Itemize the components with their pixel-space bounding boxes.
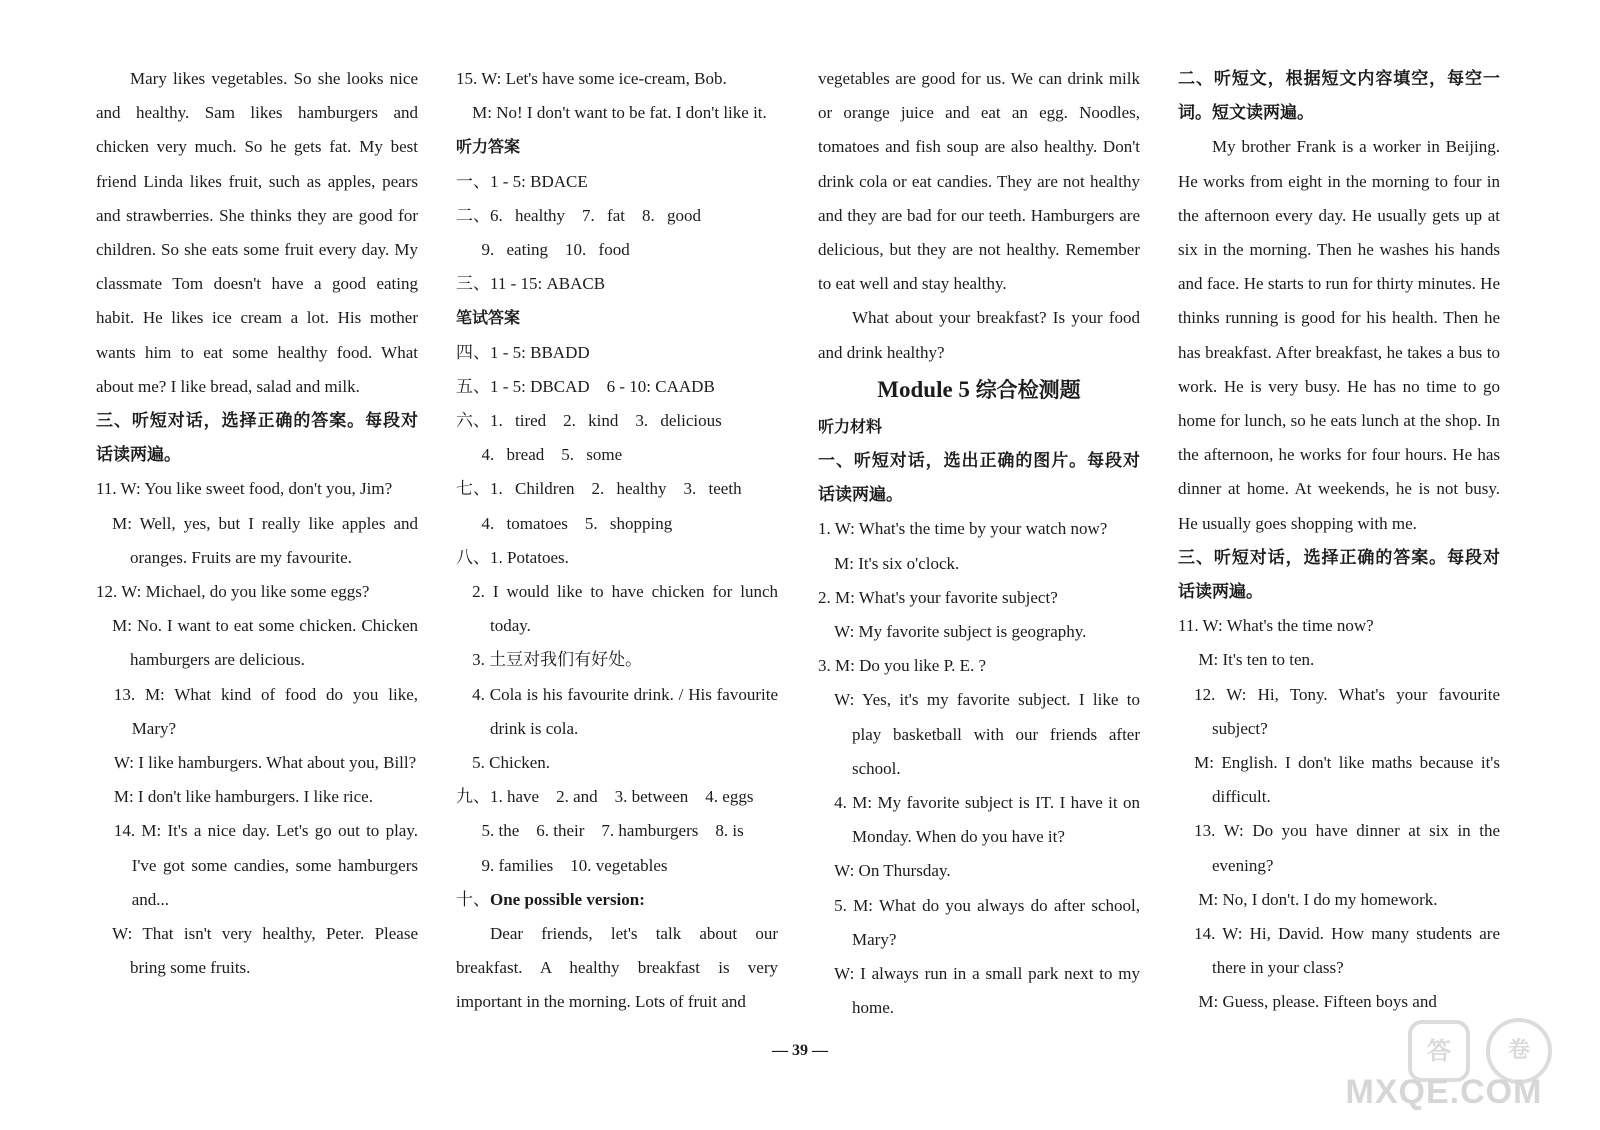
answer-line: 2. I would like to have chicken for lunch today.	[472, 582, 778, 636]
answer-line: 四、1 - 5: BBADD	[456, 342, 590, 362]
dialogue-line: M: No, I don't. I do my homework.	[1198, 889, 1438, 909]
dialogue-line: 11. W: What's the time now?	[1178, 616, 1374, 636]
answer-line: 4. Cola is his favourite drink. / His favourite drink is cola.	[472, 684, 778, 738]
dialogue-line: M: It's six o'clock.	[834, 553, 960, 573]
answer-line: 六、1. tired 2. kind 3. delicious	[456, 411, 722, 431]
dialogue-line: 15. W: Let's have some ice-cream, Bob.	[456, 69, 727, 88]
dialogue-line: M: I don't like hamburgers. I like rice.	[113, 787, 373, 807]
answer-line: 九、1. have 2. and 3. between 4. eggs	[456, 787, 754, 807]
column-1	[96, 62, 418, 985]
dialogue-line: W: Yes, it's my favorite subject. I like to play basketball with our friends after school.	[834, 690, 1140, 778]
column-4	[1178, 62, 1500, 1020]
answer-line: 3. 土豆对我们有好处。	[472, 650, 643, 670]
answer-line: 八、1. Potatoes.	[456, 547, 569, 567]
dialogue-line: M: Guess, please. Fifteen boys and	[1198, 992, 1437, 1012]
essay-paragraph: What about your breakfast? Is your food and drink healthy?	[818, 308, 1140, 362]
dialogue-line: 2. M: What's your favorite subject?	[818, 587, 1058, 607]
watermark-seal-icon: 卷	[1486, 1018, 1552, 1084]
dialogue-line: W: That isn't very healthy, Peter. Please bring some fruits.	[112, 924, 418, 978]
dialogue-line: 5. M: What do you always do after school, Mary?	[834, 895, 1140, 949]
dialogue-line: M: It's ten to ten.	[1198, 650, 1315, 670]
section-heading: 三、听短对话，选择正确的答案。每段对话读两遍。	[1178, 547, 1500, 603]
answer-line	[456, 883, 778, 917]
answer-line: 二、6. healthy 7. fat 8. good	[456, 205, 701, 225]
dialogue-line: 12. W: Hi, Tony. What's your favourite subject?	[1194, 684, 1500, 738]
module-title-cn: 综合检测题	[975, 377, 1081, 402]
dialogue-line: W: I always run in a small park next to my home.	[834, 964, 1140, 1018]
answer-line: 4. bread 5. some	[481, 445, 623, 465]
watermark-logo	[1318, 1016, 1570, 1112]
answers-heading: 笔试答案	[456, 308, 521, 328]
watermark-text: MXQE.COM	[1345, 1073, 1543, 1111]
section-heading: 一、听短对话，选出正确的图片。每段对话读两遍。	[818, 451, 1140, 506]
essay-paragraph: Dear friends, let's talk about our breakfast. A healthy breakfast is very important in the morning. Lots of fruit and	[456, 924, 778, 1012]
dialogue-line: W: I like hamburgers. What about you, Bill?	[113, 753, 417, 773]
dialogue-line: W: On Thursday.	[834, 861, 951, 881]
dialogue-line: W: My favorite subject is geography.	[834, 622, 1087, 642]
section-heading: 三、听短对话，选择正确的答案。每段对话读两遍。	[96, 411, 418, 466]
module-title	[818, 370, 1140, 410]
material-heading: 听力材料	[818, 416, 883, 436]
answer-line: 9. eating 10. food	[481, 240, 630, 260]
dialogue-line: 1. W: What's the time by your watch now?	[818, 519, 1108, 539]
answer-prefix: 十、	[456, 889, 490, 909]
page-number: — 39 —	[772, 1042, 828, 1059]
module-title-en: Module 5	[877, 376, 970, 402]
dialogue-line: 11. W: You like sweet food, don't you, Jim?	[96, 479, 393, 499]
answer-line: 三、11 - 15: ABACB	[456, 274, 606, 294]
essay-title: One possible version:	[490, 889, 645, 909]
answer-line: 5. the 6. their 7. hamburgers 8. is	[481, 821, 744, 841]
passage-paragraph: Mary likes vegetables. So she looks nice and healthy. Sam likes hamburgers and chicken very much. So he gets fat. My best friend Linda likes fruit, such as apples, pears and strawberries. She thinks they are good for children. So she eats some fruit every day. My classmate Tom doesn't have a good eating habit. He likes ice cream a lot. His mother wants him to eat some healthy food. What about me? I like bread, salad and milk.	[96, 69, 418, 396]
dialogue-line: M: No! I don't want to be fat. I don't like it.	[472, 103, 767, 123]
answer-line: 七、1. Children 2. healthy 3. teeth	[456, 479, 742, 499]
watermark-seal-icon: 答	[1408, 1020, 1470, 1082]
answers-heading: 听力答案	[456, 137, 521, 157]
dialogue-line: M: Well, yes, but I really like apples and oranges. Fruits are my favourite.	[112, 513, 418, 567]
column-2	[456, 62, 778, 1020]
answer-line: 5. Chicken.	[472, 753, 551, 773]
essay-paragraph: vegetables are good for us. We can drink milk or orange juice and eat an egg. Noodles, tomatoes and fish soup are also healthy. Don't drink cola or eat candies. They are not healthy and they are bad for our teeth. Hamburgers are delicious, but they are not healthy. Remember to eat well and stay healthy.	[818, 69, 1140, 294]
dialogue-line: 12. W: Michael, do you like some eggs?	[96, 582, 370, 602]
answer-line: 五、1 - 5: DBCAD 6 - 10: CAADB	[456, 376, 715, 396]
dialogue-line: 13. W: Do you have dinner at six in the evening?	[1194, 821, 1500, 875]
answer-line: 一、1 - 5: BDACE	[456, 171, 588, 191]
dialogue-line: 14. W: Hi, David. How many students are there in your class?	[1194, 924, 1500, 978]
dialogue-line: 3. M: Do you like P. E. ?	[818, 656, 987, 676]
column-3	[818, 62, 1140, 1025]
dialogue-line: 14. M: It's a nice day. Let's go out to play. I've got some candies, some hamburgers and...	[113, 821, 418, 909]
section-heading: 二、听短文，根据短文内容填空，每空一词。短文读两遍。	[1178, 69, 1500, 124]
dialogue-line: M: English. I don't like maths because it's difficult.	[1194, 753, 1500, 807]
dialogue-line: M: No. I want to eat some chicken. Chicken hamburgers are delicious.	[112, 616, 418, 670]
dialogue-line: 4. M: My favorite subject is IT. I have it on Monday. When do you have it?	[834, 793, 1140, 847]
dialogue-line: 13. M: What kind of food do you like, Mary?	[113, 684, 418, 738]
answer-line: 4. tomatoes 5. shopping	[481, 513, 673, 533]
passage-paragraph: My brother Frank is a worker in Beijing. He works from eight in the morning to four in the afternoon every day. He usually gets up at six in the morning. Then he washes his hands and face. He starts to run for thirty minutes. He thinks running is good for his health. Then he has breakfast. After breakfast, he takes a bus to work. He is very busy. He has no time to go home for lunch, so he eats lunch at the shop. In the afternoon, he works for four hours. He has dinner at home. At weekends, he is not busy. He usually goes shopping with me.	[1178, 137, 1500, 533]
answer-line: 9. families 10. vegetables	[481, 855, 668, 875]
